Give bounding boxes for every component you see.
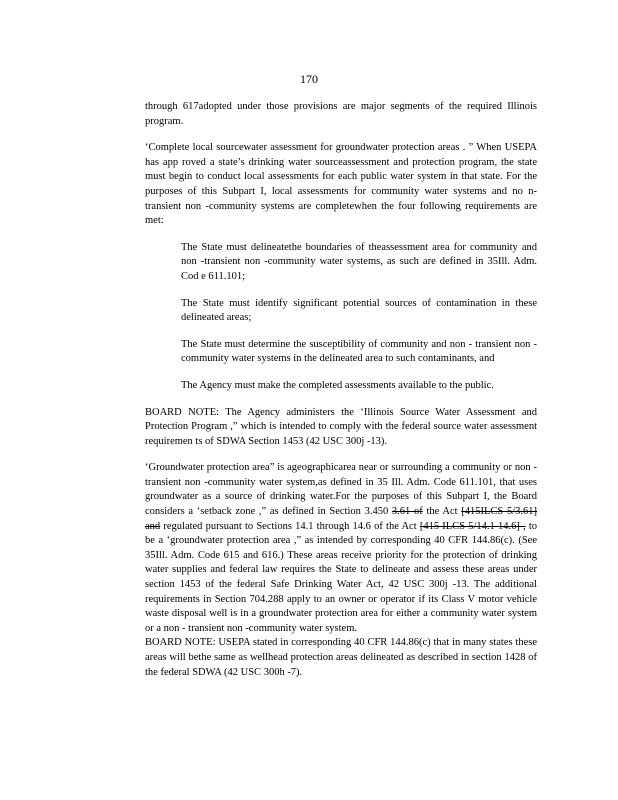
requirement-item-4: The Agency must make the completed assessments available to the public. (181, 379, 494, 391)
board-note-1: BOARD NOTE: The Agency administers the ‘Illinois Source Water Assessment and Protection Program ,” which is intended to comply with the federal source water assessment requiremen ts of SDWA Section 1453 (42 USC 300j -13). (145, 406, 537, 447)
page-number: 170 (300, 72, 318, 86)
requirement-item-3: The State must determine the susceptibility of community and non - transient non -community water systems in the delineated area to such contaminants, and (181, 338, 537, 365)
gpa-strike-2: [415ILCS 5/3.61] and (145, 506, 538, 532)
gpa-text-1: ‘Groundwater protection area” is ageographicarea near or surrounding a community or non -transient non -community water system,as defined in 35 Ill. Adm. Code 611.101, that uses groundwater as a source of drinking water.For the purposes of this Subpart I, the Board considers a ‘setback zone ,” as defined in Section 3.450 (145, 462, 537, 518)
groundwater-protection-area-paragraph (145, 461, 537, 636)
gpa-strike-1: 3.61 of (391, 506, 423, 518)
requirements-list (145, 241, 537, 394)
swa-definition-paragraph: ‘Complete local sourcewater assessment for groundwater protection areas . ” When USEPA has app roved a state’s drinking water sourceassessment and protection program, the state must begin to conduct local assessments for each public water system in that state. For the purposes of this Subpart I, local assessments for community water systems and no n-transient non -community systems are completewhen the four following requirements are met: (145, 142, 537, 227)
page-content (145, 100, 537, 692)
gpa-text-3: regulated pursuant to Sections 14.1 through 14.6 of the Act (163, 520, 417, 532)
requirement-item-2: The State must identify significant potential sources of contamination in these delineated areas; (181, 297, 537, 324)
gpa-text-2: the Act (426, 506, 458, 518)
requirement-item-1: The State must delineatethe boundaries of theassessment area for community and non -transient non -community water systems, as such are defined in 35Ill. Adm. Cod e 611.101; (181, 241, 537, 282)
gpa-strike-3: [415 ILCS 5/14.1 14.6] , (419, 520, 526, 532)
intro-paragraph: through 617adopted under those provisions are major segments of the required Illinois program. (145, 101, 537, 127)
board-note-2: BOARD NOTE: USEPA stated in corresponding 40 CFR 144.86(c) that in many states these areas will bethe same as wellhead protection areas delineated as described in section 1428 of the federal SDWA (42 USC 300h -7). (145, 637, 537, 678)
gpa-text-4: to be a ‘groundwater protection area ,” as intended by corresponding 40 CFR 144.86(c). (See 35Ill. Adm. Code 615 and 616.) These areas receive priority for the protection of drinking water supplies and federal law requires the State to delineate and assess these areas under section 1453 of the federal Safe Drinking Water Act, 42 USC 300j -13. The additional requirements in Section 704.288 apply to an owner or operator if its Class V motor vehicle waste disposal well is in a groundwater protection area for either a community water system or a non - transient non -community water system. (145, 520, 538, 634)
